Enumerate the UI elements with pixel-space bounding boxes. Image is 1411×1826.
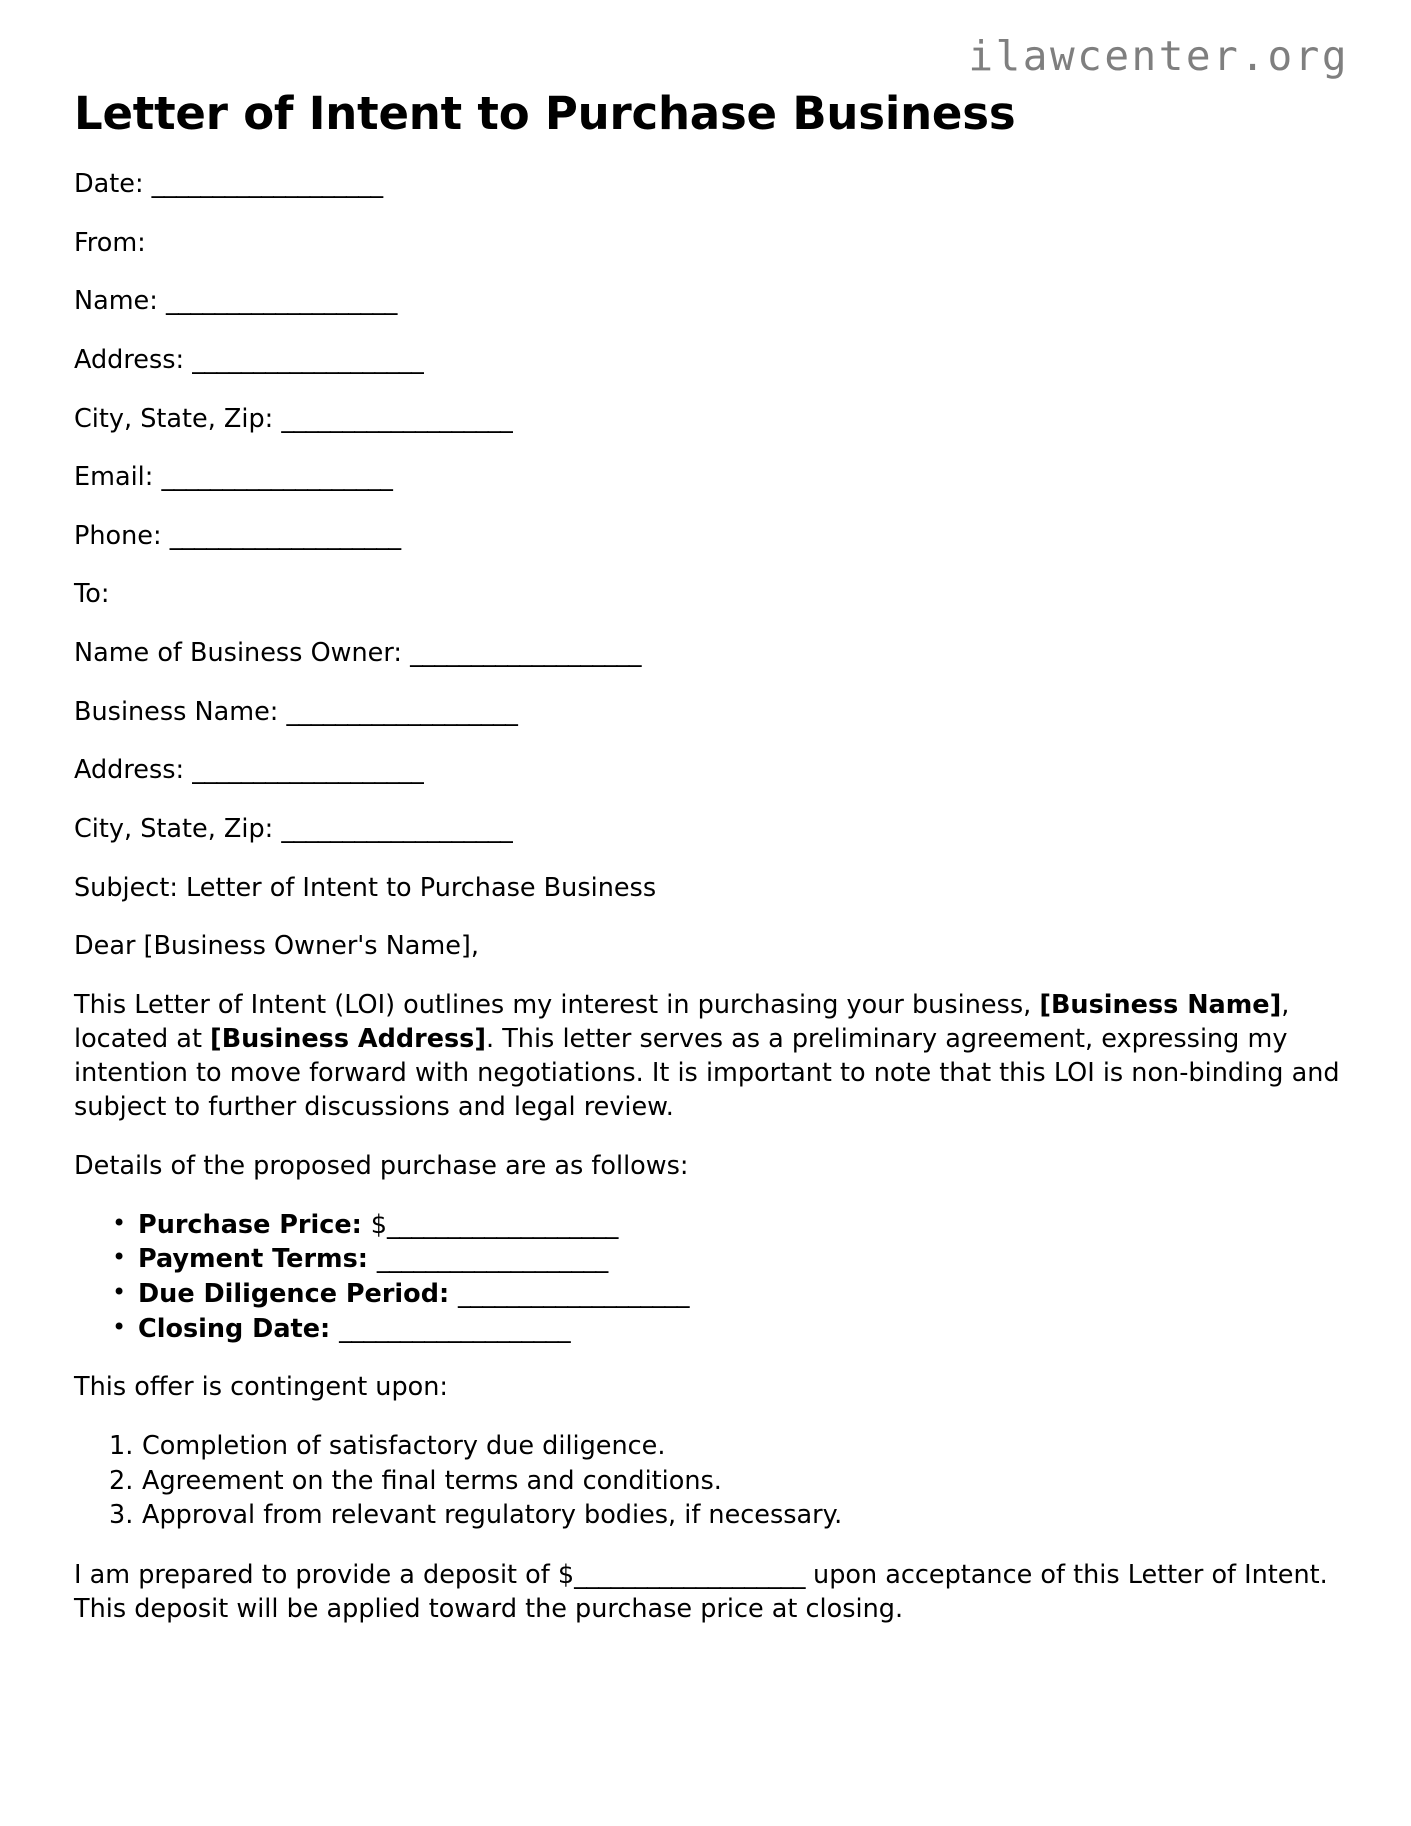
field-from-address	[74, 344, 1349, 377]
field-from-city-label: City, State, Zip:	[74, 403, 282, 434]
field-to-city	[74, 813, 1349, 846]
intro-part1: This Letter of Intent (LOI) outlines my interest in purchasing your business,	[74, 989, 1040, 1020]
field-to-address	[74, 754, 1349, 787]
field-from-city	[74, 403, 1349, 436]
site-watermark: ilawcenter.org	[968, 32, 1349, 80]
page-title: Letter of Intent to Purchase Business	[74, 87, 1016, 140]
field-business-name-label: Business Name:	[74, 696, 287, 727]
list-item: Approval from relevant regulatory bodies, if necessary.	[142, 1500, 843, 1531]
contingent-intro: This offer is contingent upon:	[74, 1372, 449, 1403]
bullet-label: Payment Terms:	[138, 1244, 377, 1275]
bullet-label: Due Diligence Period:	[138, 1278, 459, 1309]
intro-part3: . This letter serves as a preliminary agreement, expressing my intention to move forward with negotiations. It is important to note that this LOI is non-binding and subject to further discussions and legal review.	[74, 1023, 1340, 1122]
list-item: Completion of satisfactory due diligence.	[142, 1431, 666, 1462]
field-date-label: Date:	[74, 169, 152, 199]
bullet-prefix: $	[370, 1209, 387, 1240]
subject-line: Subject: Letter of Intent to Purchase Business	[74, 872, 657, 903]
list-item	[138, 1208, 1349, 1243]
field-date	[74, 168, 1349, 201]
details-intro: Details of the proposed purchase are as follows:	[74, 1150, 689, 1181]
deposit-paragraph	[74, 1559, 1349, 1627]
field-to-city-blank[interactable]: ___________________	[281, 814, 513, 845]
letter-body	[74, 168, 1349, 1652]
field-from-email-blank[interactable]: ___________________	[161, 462, 393, 493]
field-from-name-blank[interactable]: ___________________	[165, 286, 397, 317]
bullet-blank[interactable]: ___________________	[376, 1244, 608, 1275]
field-from-email	[74, 461, 1349, 494]
list-item	[138, 1277, 1349, 1312]
list-item: Agreement on the final terms and conditions.	[142, 1465, 722, 1496]
bullet-blank[interactable]: ___________________	[339, 1313, 570, 1344]
deposit-blank[interactable]: ___________________	[574, 1560, 805, 1591]
field-from-name	[74, 285, 1349, 318]
intro-paragraph	[74, 989, 1349, 1125]
field-from-name-label: Name:	[74, 286, 166, 317]
field-owner-name	[74, 637, 1349, 670]
field-business-name-blank[interactable]: ___________________	[286, 696, 518, 727]
field-owner-name-blank[interactable]: ___________________	[410, 638, 641, 669]
purchase-details-list	[74, 1208, 1349, 1347]
list-item	[138, 1242, 1349, 1277]
contingencies-list	[74, 1429, 1349, 1533]
field-to-address-label: Address:	[74, 755, 193, 786]
list-item	[138, 1312, 1349, 1347]
field-from-address-blank[interactable]: ___________________	[192, 344, 424, 375]
field-from-address-label: Address:	[74, 344, 193, 375]
field-from-city-blank[interactable]: ___________________	[281, 403, 513, 434]
field-from-phone-label: Phone:	[74, 520, 170, 551]
field-business-name	[74, 696, 1349, 729]
field-from-phone-blank[interactable]: ___________________	[169, 520, 401, 551]
deposit-part2: upon acceptance of this Letter of Intent. This deposit will be applied toward the purchase price at closing.	[74, 1560, 1328, 1625]
deposit-part1: I am prepared to provide a deposit of $	[74, 1560, 575, 1591]
bullet-blank[interactable]: ___________________	[458, 1278, 689, 1309]
field-from-email-label: Email:	[74, 462, 162, 493]
field-owner-name-label: Name of Business Owner:	[74, 638, 411, 669]
bullet-label: Purchase Price:	[138, 1209, 371, 1240]
intro-business-address-placeholder: [Business Address]	[210, 1023, 487, 1054]
salutation-line: Dear [Business Owner's Name],	[74, 931, 479, 962]
field-to-address-blank[interactable]: ___________________	[192, 755, 424, 786]
to-heading: To:	[74, 579, 110, 610]
intro-business-name-placeholder: [Business Name]	[1039, 989, 1282, 1020]
field-to-city-label: City, State, Zip:	[74, 814, 282, 845]
field-date-blank[interactable]: ___________________	[151, 169, 383, 199]
from-heading: From:	[74, 227, 146, 258]
bullet-label: Closing Date:	[138, 1313, 340, 1344]
intro-part2: , located at	[74, 989, 1290, 1054]
bullet-blank[interactable]: ___________________	[386, 1209, 618, 1240]
field-from-phone	[74, 520, 1349, 553]
